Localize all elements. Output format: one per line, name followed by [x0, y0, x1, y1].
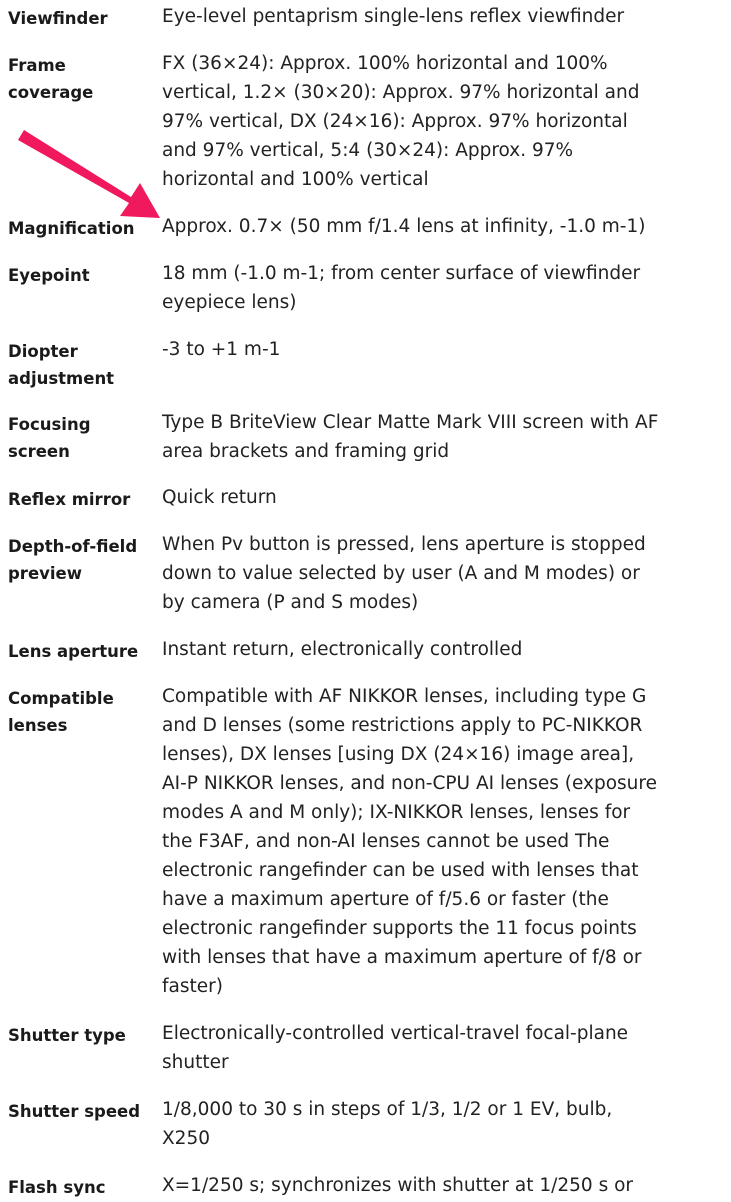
spec-term: Viewfinder [8, 9, 108, 28]
spec-term: Eyepoint [8, 266, 90, 285]
spec-term: Diopter adjustment [8, 342, 115, 388]
spec-value: Compatible with AF NIKKOR lenses, including type G and D lenses (some restrictions apply to PC-NIKKOR lenses), DX lenses [using DX (24×16) image area], AI-P NIKKOR lenses, and non-CPU AI lenses (exposure modes A and M only); IX-NIKKOR lenses, lenses for the F3AF, and non-AI lenses cannot be used The electronic rangefinder can be used with lenses that have a maximum aperture of f/5.6 or faster (the electronic rangefinder supports the 11 focus points with lenses that have a maximum aperture of f/8 or faster) [162, 686, 657, 997]
spec-term: Reflex mirror [8, 490, 131, 509]
spec-value: Quick return [162, 487, 277, 508]
spec-term: Lens aperture [8, 642, 139, 661]
spec-value: X=1/250 s; synchronizes with shutter at 1/250 s or [162, 1175, 634, 1196]
spec-term: Shutter speed [8, 1102, 141, 1121]
spec-value: Approx. 0.7× (50 mm f/1.4 lens at infinity, -1.0 m-1) [162, 216, 646, 237]
spec-value: 18 mm (-1.0 m-1; from center surface of viewfinder eyepiece lens) [162, 263, 641, 313]
spec-value: Eye-level pentaprism single-lens reflex viewfinder [162, 6, 625, 27]
spec-term: Compatible lenses [8, 689, 114, 735]
spec-value: Type B BriteView Clear Matte Mark VIII screen with AF area brackets and framing grid [162, 412, 659, 462]
spec-value: Instant return, electronically controlled [162, 639, 523, 660]
spec-term: Shutter type [8, 1026, 126, 1045]
spec-value: FX (36×24): Approx. 100% horizontal and 100% vertical, 1.2× (30×20): Approx. 97% horizontal and 97% vertical, DX (24×16): Approx. 97% horizontal and 97% vertical, 5:4 (30×24): Approx. 97% horizontal and 100% vertical [162, 53, 640, 190]
spec-value: When Pv button is pressed, lens aperture is stopped down to value selected by user (A and M modes) or by camera (P and S modes) [162, 534, 646, 613]
spec-term: Depth-of-field preview [8, 537, 138, 583]
spec-value: -3 to +1 m-1 [162, 339, 281, 360]
spec-term: Focusing screen [8, 415, 91, 461]
arrow-shape [18, 130, 160, 218]
spec-value: 1/8,000 to 30 s in steps of 1/3, 1/2 or 1 EV, bulb, X250 [162, 1099, 613, 1149]
spec-value: Electronically-controlled vertical-travel focal-plane shutter [162, 1023, 629, 1073]
spec-term: Frame coverage [8, 56, 94, 102]
spec-term: Flash sync [8, 1178, 106, 1197]
spec-term: Magnification [8, 219, 135, 238]
